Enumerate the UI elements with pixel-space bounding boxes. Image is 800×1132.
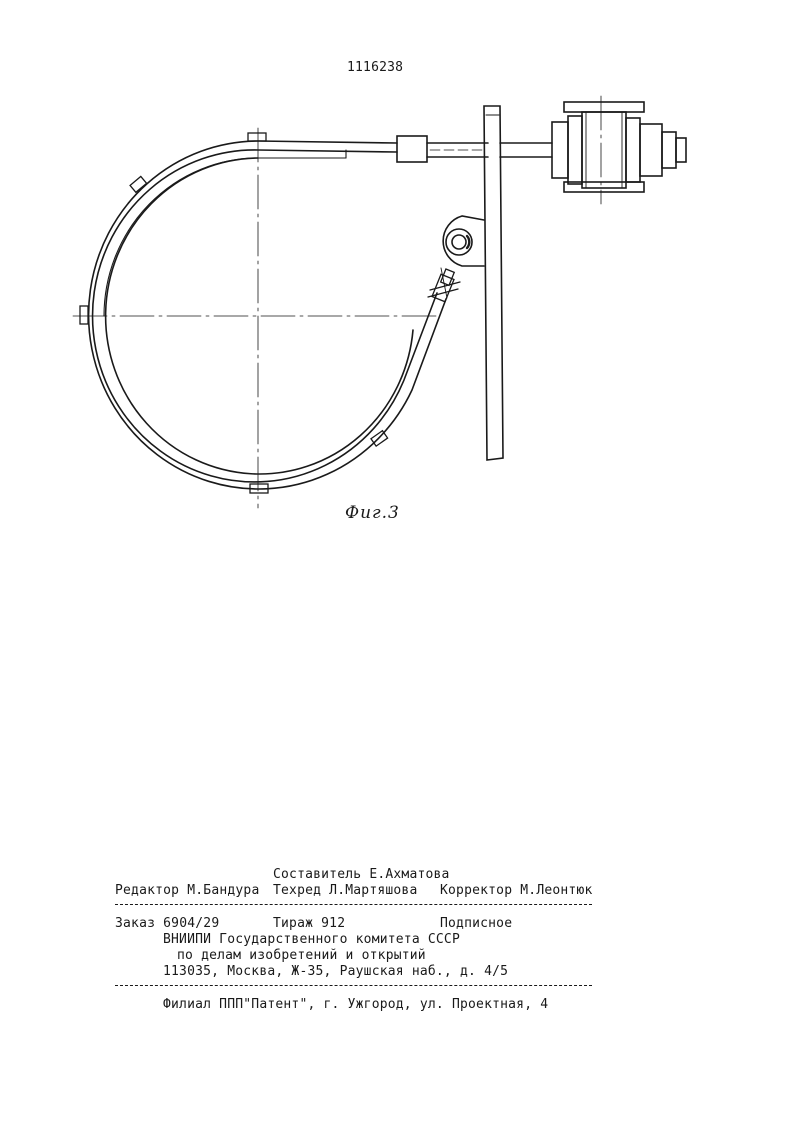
imprint-order: Заказ 6904/29 [115,916,220,931]
figure-caption: Фиг.3 [345,503,400,523]
band-block-upper-left [130,176,147,192]
separator-bottom [115,985,592,986]
screw-sleeve [397,136,427,162]
imprint-org-line2: по делам изобретений и открытий [177,948,426,963]
mount-plate [484,106,503,460]
valve-top-plate [564,102,644,112]
valve-body [552,102,686,192]
imprint-techred: Техред Л.Мартяшова [273,883,418,898]
separator-top [115,904,592,905]
patent-number: 1116238 [347,60,404,75]
imprint-corrector: Корректор М.Леонтюк [440,883,593,898]
band-block-top [248,133,266,141]
clamp-band-outer [89,141,446,489]
band-block-left [80,306,88,324]
band-blocks [80,133,388,493]
hinge-links [428,268,460,302]
imprint-circulation: Тираж 912 [273,916,346,931]
pivot-pin [443,216,484,266]
imprint-compiler: Составитель Е.Ахматова [273,867,450,882]
clamp-liner [104,158,346,316]
imprint-address: 113035, Москва, Ж-35, Раушская наб., д. 4/5 [163,964,509,979]
imprint-branch: Филиал ППП"Патент", г. Ужгород, ул. Проектная, 4 [163,997,549,1012]
imprint-editor: Редактор М.Бандура [115,883,260,898]
technical-drawing [0,0,800,560]
imprint-org-line1: ВНИИПИ Государственного комитета СССР [163,932,460,947]
imprint-subscription: Подписное [440,916,513,931]
tension-screw [397,136,552,162]
